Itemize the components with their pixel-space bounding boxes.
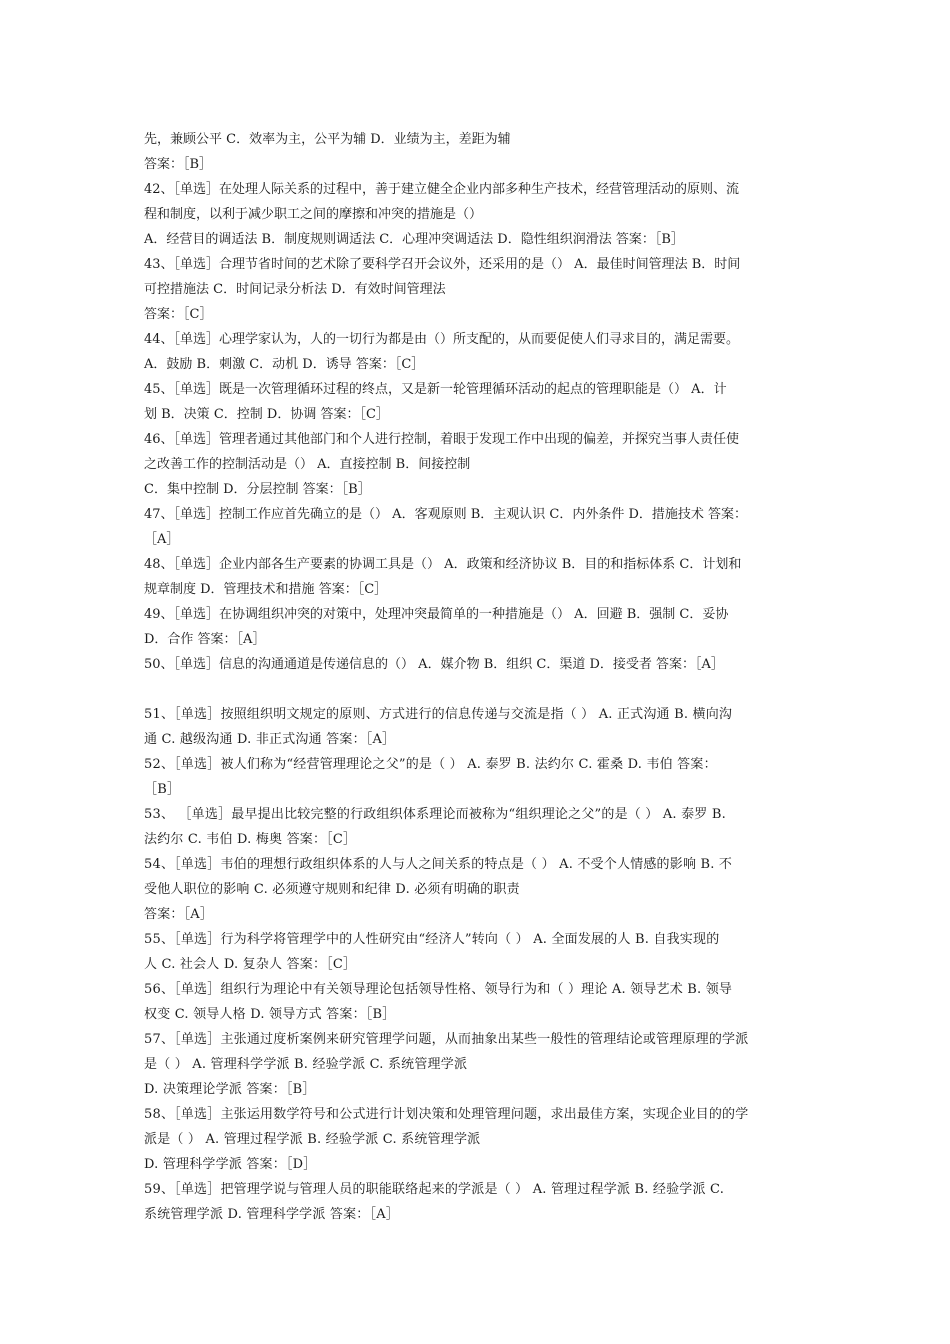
question-46-line-2: 之改善工作的控制活动是（） A．直接控制 B．间接控制 — [144, 457, 471, 472]
answer-line: 答案：［A］ — [144, 907, 214, 922]
question-54-line-2: 受他人职位的影响 C. 必须遵守规则和纪律 D. 必须有明确的职责 — [144, 882, 520, 897]
question-59-line-1: 59、［单选］把管理学说与管理人员的职能联络起来的学派是（ ） A. 管理过程学派 B. 经验学派 C. — [144, 1182, 725, 1197]
question-block-51-59 — [144, 702, 824, 1227]
answer-line: ［A］ — [144, 532, 180, 547]
question-45-line-2: 划 B．决策 C．控制 D．协调 答案：［C］ — [144, 407, 389, 422]
answer-line: 答案：［C］ — [144, 307, 213, 322]
question-53-line-1: 53、 ［单选］最早提出比较完整的行政组织体系理论而被称为“组织理论之父”的是（ ） A. 泰罗 B. — [144, 807, 726, 822]
question-49-line-2: D．合作 答案：［A］ — [144, 632, 266, 647]
question-42-line-1: 42、［单选］在处理人际关系的过程中，善于建立健全企业内部多种生产技术，经营管理活动的原则、流 — [144, 182, 740, 197]
question-51-line-2: 通 C. 越级沟通 D. 非正式沟通 答案：［A］ — [144, 732, 396, 747]
question-43-line-1: 43、［单选］合理节省时间的艺术除了要科学召开会议外，还采用的是（） A．最佳时间管理法 B．时间 — [144, 257, 741, 272]
question-42-line-2: 程和制度，以利于减少职工之间的摩擦和冲突的措施是（） — [144, 207, 483, 222]
question-48-line-2: 规章制度 D．管理技术和措施 答案：［C］ — [144, 582, 388, 597]
question-57-line-2: 是（ ） A. 管理科学学派 B. 经验学派 C. 系统管理学派 — [144, 1057, 468, 1072]
question-58-line-2: 派是（ ） A. 管理过程学派 B. 经验学派 C. 系统管理学派 — [144, 1132, 481, 1147]
question-51-line-1: 51、［单选］按照组织明文规定的原则、方式进行的信息传递与交流是指（ ） A. 正式沟通 B. 横向沟 — [144, 707, 733, 722]
question-47-line-1: 47、［单选］控制工作应首先确立的是（） A．客观原则 B．主观认识 C．内外条件 D．措施技术 答案： — [144, 507, 748, 522]
question-42-options: A．经营目的调适法 B．制度规则调适法 C．心理冲突调适法 D．隐性组织润滑法 答案：［B］ — [144, 232, 684, 247]
question-58-line-1: 58、［单选］主张运用数学符号和公式进行计划决策和处理管理问题，求出最佳方案，实现企业目的的学 — [144, 1107, 749, 1122]
document-page — [144, 127, 824, 1227]
question-53-line-2: 法约尔 C. 韦伯 D. 梅奥 答案：［C］ — [144, 832, 357, 847]
question-52-line-1: 52、［单选］被人们称为“经营管理理论之父”的是（ ） A. 泰罗 B. 法约尔 C. 霍桑 D. 韦伯 答案： — [144, 757, 717, 772]
question-55-line-1: 55、［单选］行为科学将管理学中的人性研究由“经济人”转向（ ） A. 全面发展的人 B. 自我实现的 — [144, 932, 720, 947]
question-59-line-2: 系统管理学派 D. 管理科学学派 答案：［A］ — [144, 1207, 399, 1222]
question-54-line-1: 54、［单选］韦伯的理想行政组织体系的人与人之间关系的特点是（ ） A. 不受个人情感的影响 B. 不 — [144, 857, 733, 872]
question-43-line-2: 可控措施法 C．时间记录分析法 D．有效时间管理法 — [144, 282, 446, 297]
question-56-line-1: 56、［单选］组织行为理论中有关领导理论包括领导性格、领导行为和（ ）理论 A. 领导艺术 B. 领导 — [144, 982, 733, 997]
question-44-line-1: 44、［单选］心理学家认为，人的一切行为都是由（）所支配的，从而要促使人们寻求目的，满足需要。 — [144, 332, 740, 347]
question-50-line-1: 50、［单选］信息的沟通通道是传递信息的（） A．媒介物 B．组织 C．渠道 D．接受者 答案：［A］ — [144, 657, 724, 672]
question-56-line-2: 权变 C. 领导人格 D. 领导方式 答案：［B］ — [144, 1007, 396, 1022]
question-57-line-1: 57、［单选］主张通过度析案例来研究管理学问题，从而抽象出某些一般性的管理结论或管理原理的学派 — [144, 1032, 749, 1047]
question-48-line-1: 48、［单选］企业内部各生产要素的协调工具是（） A．政策和经济协议 B．目的和指标体系 C．计划和 — [144, 557, 742, 572]
paragraph-gap — [144, 677, 824, 702]
question-55-line-2: 人 C. 社会人 D. 复杂人 答案：［C］ — [144, 957, 357, 972]
question-46-line-1: 46、［单选］管理者通过其他部门和个人进行控制，着眼于发现工作中出现的偏差，并探究当事人责任使 — [144, 432, 740, 447]
answer-line: ［B］ — [144, 782, 181, 797]
question-58-line-3: D. 管理科学学派 答案：［D］ — [144, 1157, 317, 1172]
question-57-line-3: D. 决策理论学派 答案：［B］ — [144, 1082, 316, 1097]
question-46-options: C．集中控制 D．分层控制 答案：［B］ — [144, 482, 371, 497]
text-line: 先，兼顾公平 C．效率为主，公平为辅 D．业绩为主，差距为辅 — [144, 132, 511, 147]
question-44-options: A．鼓励 B．刺激 C．动机 D．诱导 答案：［C］ — [144, 357, 425, 372]
question-45-line-1: 45、［单选］既是一次管理循环过程的终点，又是新一轮管理循环活动的起点的管理职能是（） A．计 — [144, 382, 727, 397]
question-49-line-1: 49、［单选］在协调组织冲突的对策中，处理冲突最简单的一种措施是（） A．回避 B．强制 C．妥协 — [144, 607, 729, 622]
question-block-41-50 — [144, 127, 824, 677]
answer-line: 答案：［B］ — [144, 157, 213, 172]
